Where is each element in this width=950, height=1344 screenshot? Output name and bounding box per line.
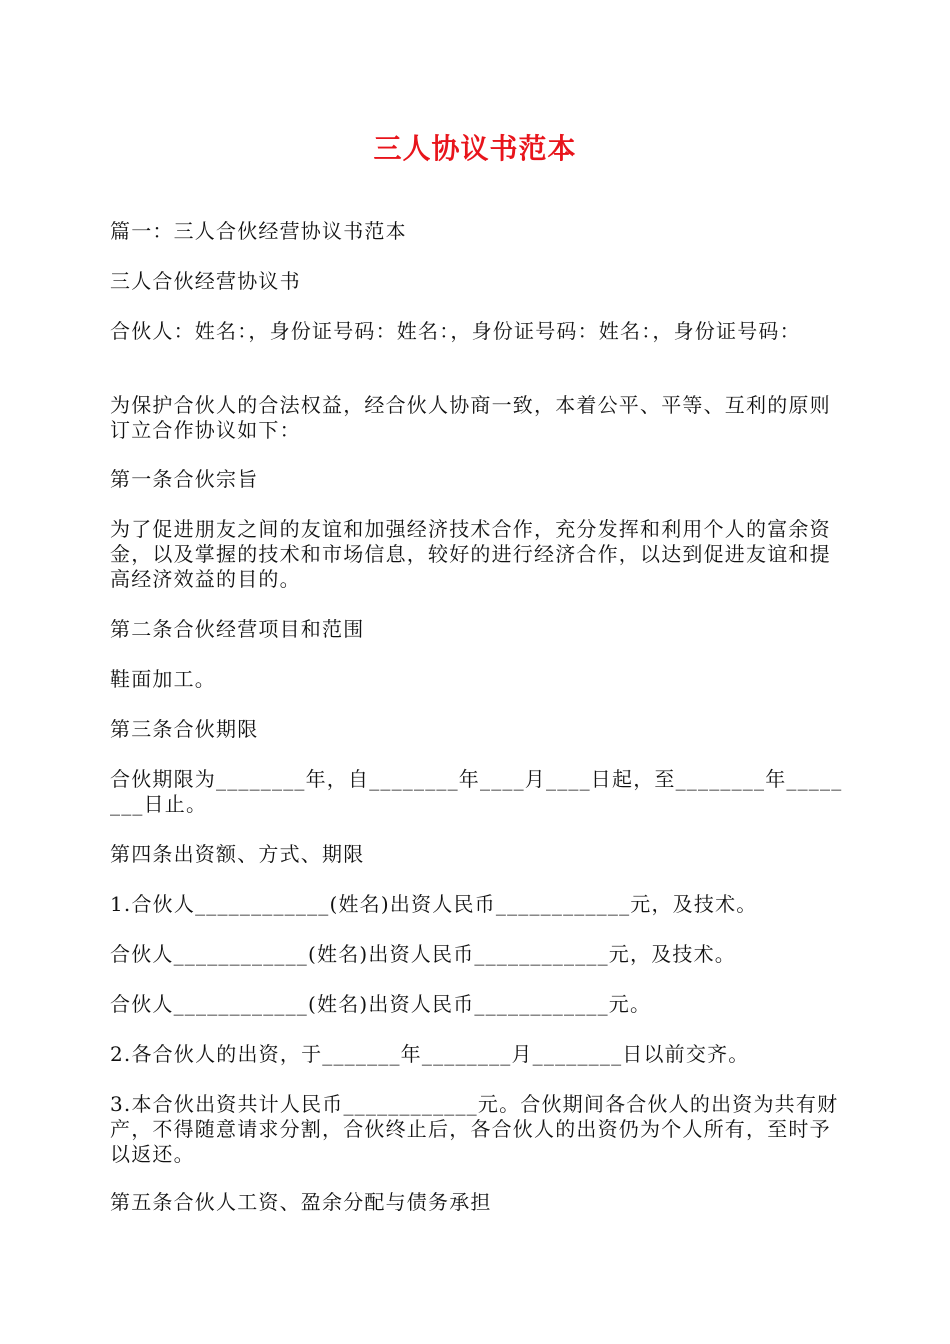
article-4-item-1-partner-2: 合伙人____________(姓名)出资人民币____________元，及技术。 — [110, 942, 737, 966]
article-2-body: 鞋面加工。 — [110, 667, 216, 691]
article-4-heading: 第四条出资额、方式、期限 — [110, 842, 365, 866]
article-3-body: 合伙期限为________年，自________年____月____日起，至________年________日止。 — [110, 767, 843, 816]
partners-identity-paragraph: 合伙人：姓名：，身份证号码：姓名：，身份证号码：姓名：，身份证号码： — [110, 319, 801, 343]
article-3-heading: 第三条合伙期限 — [110, 717, 259, 741]
article-1-heading: 第一条合伙宗旨 — [110, 467, 259, 491]
article-1-body: 为了促进朋友之间的友谊和加强经济技术合作，充分发挥和利用个人的富余资金，以及掌握的技术和市场信息，较好的进行经济合作，以达到促进友谊和提高经济效益的目的。 — [110, 517, 831, 591]
article-4-item-1-partner-3: 合伙人____________(姓名)出资人民币____________元。 — [110, 992, 652, 1016]
article-2-heading: 第二条合伙经营项目和范围 — [110, 617, 365, 641]
agreement-heading: 三人合伙经营协议书 — [110, 269, 301, 293]
article-5-heading: 第五条合伙人工资、盈余分配与债务承担 — [110, 1190, 492, 1214]
section-heading-part-one: 篇一：三人合伙经营协议书范本 — [110, 219, 407, 243]
article-4-item-2: 2.各合伙人的出资，于_______年________月________日以前交齐。 — [110, 1042, 750, 1066]
document-title: 三人协议书范本 — [373, 132, 577, 165]
preamble-paragraph: 为保护合伙人的合法权益，经合伙人协商一致，本着公平、平等、互利的原则订立合作协议如下： — [110, 393, 831, 442]
article-4-item-3: 3.本合伙出资共计人民币____________元。合伙期间各合伙人的出资为共有财产，不得随意请求分割，合伙终止后，各合伙人的出资仍为个人所有，至时予以返还。 — [110, 1092, 839, 1166]
article-4-item-1: 1.合伙人____________(姓名)出资人民币____________元，及技术。 — [110, 892, 758, 916]
